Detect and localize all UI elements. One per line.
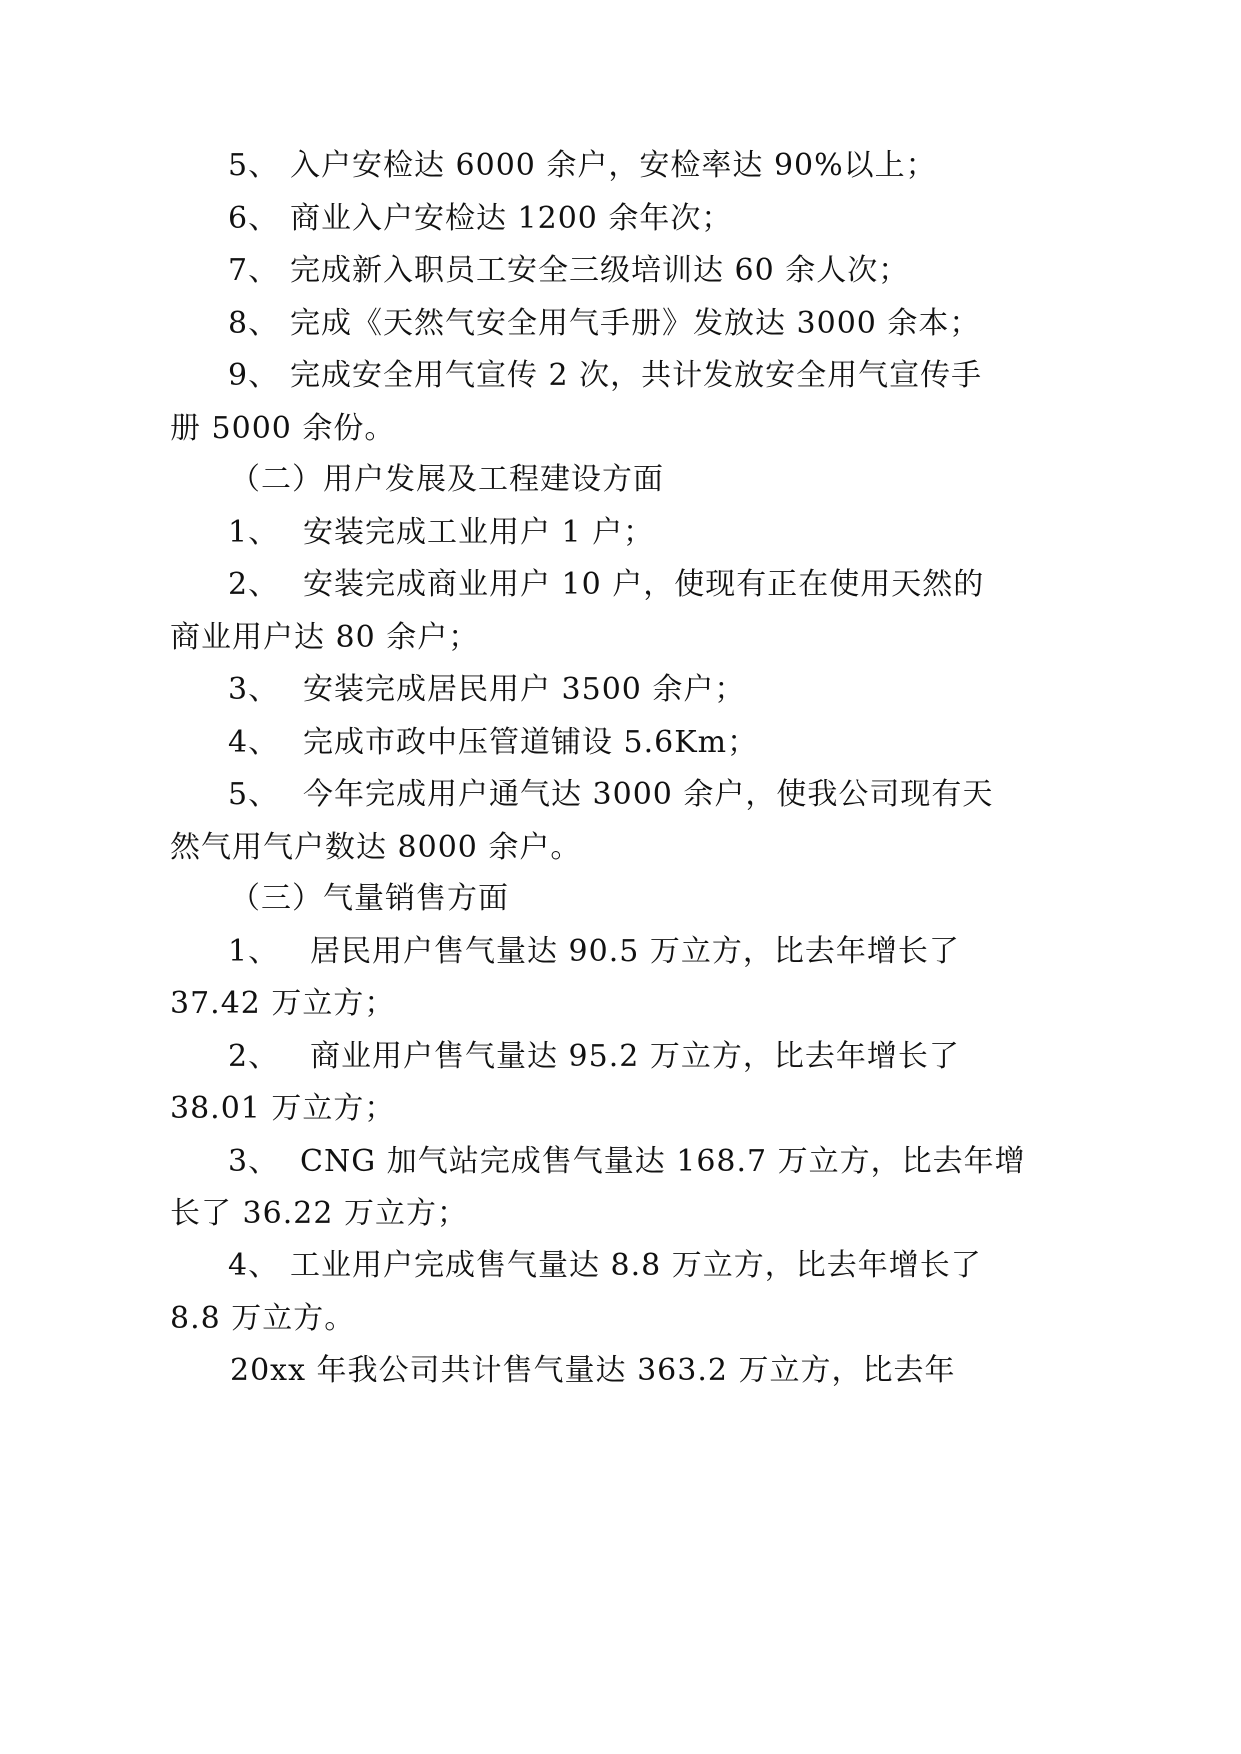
section-3-heading: （三）气量销售方面 [230, 881, 509, 916]
item-text: 居民用户售气量达 90.5 万立方，比去年增长了 [310, 934, 960, 969]
item-number: 9、 [228, 358, 280, 393]
item-text: 完成《天然气安全用气手册》发放达 3000 余本； [290, 306, 981, 341]
item-text-continuation: 37.42 万立方； [170, 986, 396, 1021]
item-number: 4、 [228, 1248, 280, 1283]
item-text: 完成市政中压管道铺设 5.6Km； [303, 725, 759, 760]
item-text-continuation: 册 5000 余份。 [170, 411, 396, 446]
item-text: 安装完成居民用户 3500 余户； [303, 672, 746, 707]
item-number: 8、 [228, 306, 280, 341]
section-2-heading: （二）用户发展及工程建设方面 [230, 462, 664, 497]
item-number: 5、 [228, 777, 280, 812]
item-number: 3、 [228, 1144, 280, 1179]
item-text: CNG 加气站完成售气量达 168.7 万立方，比去年增 [300, 1144, 1026, 1179]
item-text: 商业入户安检达 1200 余年次； [290, 201, 733, 236]
item-text: 完成安全用气宣传 2 次，共计发放安全用气宣传手 [290, 358, 983, 393]
item-number: 6、 [228, 201, 280, 236]
item-text: 入户安检达 6000 余户，安检率达 90%以上； [290, 148, 937, 183]
item-text: 完成新入职员工安全三级培训达 60 余人次； [290, 253, 910, 288]
item-number: 1、 [228, 934, 280, 969]
item-number: 7、 [228, 253, 280, 288]
item-text-continuation: 8.8 万立方。 [170, 1301, 356, 1336]
item-text: 今年完成用户通气达 3000 余户，使我公司现有天 [303, 777, 994, 812]
item-text-continuation: 然气用气户数达 8000 余户。 [170, 830, 582, 865]
item-text: 工业用户完成售气量达 8.8 万立方，比去年增长了 [290, 1248, 982, 1283]
item-text-continuation: 长了 36.22 万立方； [170, 1196, 468, 1231]
item-number: 2、 [228, 1039, 280, 1074]
item-number: 3、 [228, 672, 280, 707]
item-number: 1、 [228, 515, 280, 550]
item-number: 5、 [228, 148, 280, 183]
item-number: 4、 [228, 725, 280, 760]
item-text-continuation: 38.01 万立方； [170, 1091, 396, 1126]
item-text-continuation: 商业用户达 80 余户； [170, 620, 480, 655]
item-text: 安装完成工业用户 1 户； [303, 515, 655, 550]
item-text: 安装完成商业用户 10 户，使现有正在使用天然的 [303, 567, 985, 602]
closing-paragraph-text: 20xx 年我公司共计售气量达 363.2 万立方，比去年 [230, 1353, 956, 1388]
item-number: 2、 [228, 567, 280, 602]
item-text: 商业用户售气量达 95.2 万立方，比去年增长了 [310, 1039, 960, 1074]
